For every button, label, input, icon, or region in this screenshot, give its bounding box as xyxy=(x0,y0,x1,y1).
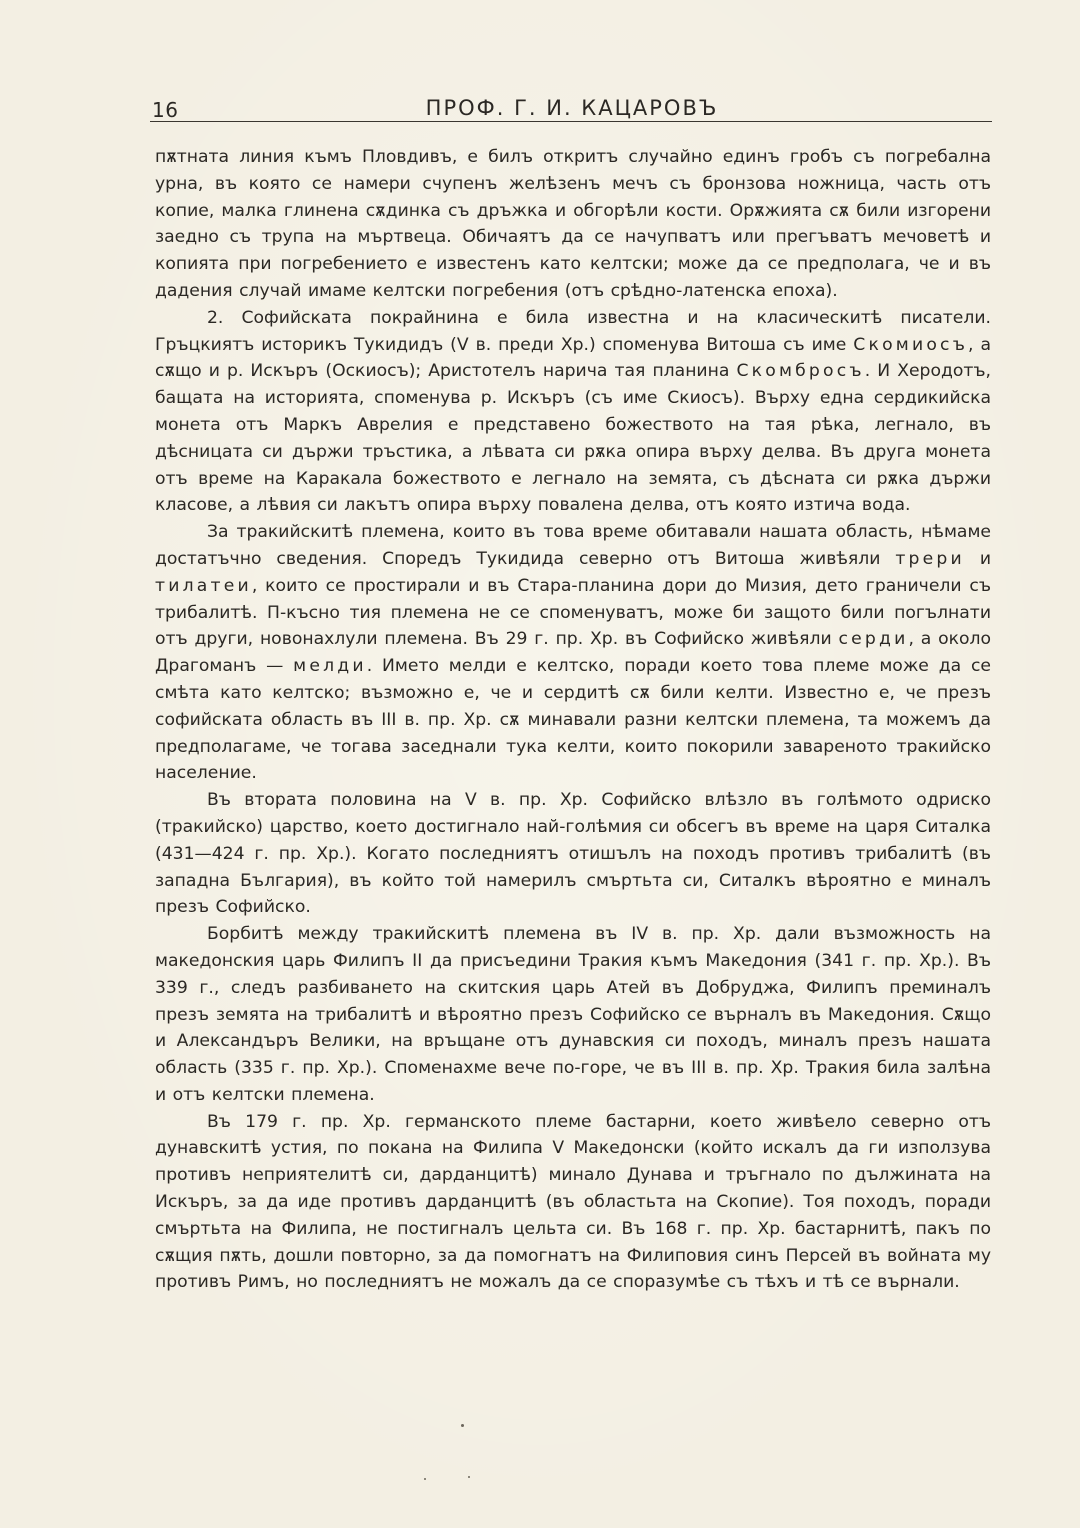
text-run: За тракийскитѣ племена, които въ това време обитавали нашата область, нѣмаме достатъчно сведения. Споредъ Тукидида северно отъ Витоша живѣяли xyxy=(155,522,991,569)
text-run: , които се простирали и въ Стара-планина дори до Мизия, дето граничели съ трибалитѣ. П-късно тия племена не се споменуватъ, може би защото били погълнати отъ други, новонахлули племена. Въ 29 г. пр. Хр. въ Софийско живѣяли xyxy=(155,575,991,650)
running-head: ПРОФ. Г. И. КАЦАРОВЪ xyxy=(425,96,719,120)
text-run: , а сѫщо и р. Искъръ (Оскиосъ); Аристотелъ нарича тая планина xyxy=(155,334,991,382)
text-run: пѫтната линия къмъ Пловдивъ, е билъ откритъ случайно единъ гробъ съ погребална урна, въ която се намери счупенъ желѣзенъ мечъ съ бронзова ножница, часть отъ копие, малка глинена сѫдинка съ дръжка и обгорѣли кости. Орѫжията сѫ били изгорени заедно съ трупа на мъртвеца. Обичаятъ да се начупватъ или прегъватъ мечоветѣ и копията при погребението е известенъ като келтски; може да се предполага, че и въ дадения случай имаме келтски погребения (отъ срѣдно-латенска епоха). xyxy=(155,147,991,301)
text-run: Въ втората половина на V в. пр. Хр. Софийско влѣзло въ голѣмото одриско (тракийско) царство, което достигнало най-голѣмия си обсегъ въ време на царя Ситалка (431—424 г. пр. Хр.). Когато последниятъ отишълъ на походъ противъ трибалитѣ (въ западна България), въ който той намерилъ смъртьта си, Ситалкъ вѣроятно е миналъ презъ Софийско. xyxy=(155,790,991,918)
spaced-term: трери xyxy=(895,548,965,569)
text-run: . И Херодотъ, бащата на историята, споменува р. Искъръ (съ име Скиосъ). Върху една сердикийска монета отъ Маркъ Аврелия е представено божеството на тая рѣка, легнало, въ дѣсницата си държи тръстика, а лѣвата си рѫка опира върху делва. Въ друга монета отъ време на Каракала божеството е легнало на земята, съ дѣсната си рѫка държи класове, а лѣвия си лакътъ опира върху повалена делва, отъ която изтича вода. xyxy=(155,361,992,516)
spaced-term: мелди xyxy=(293,656,367,677)
text-run: . Името мелди е келтско, поради което това племе може да се смѣта като келтско; възможно е, че и сердитѣ сѫ били келти. Известно е, че презъ софийската область въ III в. пр. Хр. сѫ минавали разни келтски племена, та можемъ да предполагаме, че тогава заседнали тука келти, които покорили завареното тракийско население. xyxy=(155,656,991,784)
paragraph xyxy=(155,787,991,921)
page-number: 16 xyxy=(152,98,179,122)
spaced-term: Скомиосъ xyxy=(853,334,969,355)
body-text xyxy=(155,144,991,1296)
paragraph xyxy=(155,305,991,519)
spaced-term: тилатеи xyxy=(155,575,252,596)
paragraph xyxy=(155,921,991,1109)
scan-speck xyxy=(424,1478,426,1480)
text-run: Борбитѣ между тракийскитѣ племена въ IV в. пр. Хр. дали възможность на македонския царь Филипъ II да присъедини Тракия къмъ Македония (341 г. пр. Хр.). Въ 339 г., следъ разбиването на скитския царь Атей въ Добруджа, Филипъ преминалъ презъ земята на трибалитѣ и вѣроятно презъ Софийско се върналъ въ Македония. Сѫщо и Александъръ Велики, на връщане отъ дунавския си походъ, миналъ презъ нашата область (335 г. пр. Хр.). Споменахме вече по-горе, че въ III в. пр. Хр. Тракия била залѣна и отъ келтски племена. xyxy=(155,924,991,1105)
text-run: Въ 179 г. пр. Хр. германското племе бастарни, което живѣело северно отъ дунавскитѣ устия, по покана на Филипа V Македонски (който искалъ да ги използува противъ неприятелитѣ си, дарданцитѣ) минало Дунава и тръгнало по дължината на Искъръ, за да иде противъ дарданцитѣ (въ областьта на Скопие). Тоя походъ, поради смъртьта на Филипа, не постигналъ цельта си. Въ 168 г. пр. Хр. бастарнитѣ, пакъ по сѫщия пѫть, дошли повторно, за да помогнатъ на Филиповия синъ Персей въ войната му противъ Римъ, но последниятъ не можалъ да се споразумѣе съ тѣхъ и тѣ се върнали. xyxy=(155,1111,991,1293)
text-run: и xyxy=(964,548,991,569)
spaced-term: Скомбросъ xyxy=(736,361,865,382)
scan-speck xyxy=(461,1424,464,1427)
page-header xyxy=(152,92,992,124)
text-run: , а около Драгоманъ — xyxy=(155,629,992,677)
header-rule xyxy=(150,121,992,122)
scan-speck xyxy=(468,1476,470,1478)
paragraph xyxy=(155,1109,991,1297)
paragraph xyxy=(155,144,991,305)
spaced-term: серди xyxy=(838,629,909,650)
text-run: 2. Софийската покрайнина е била известна и на класическитѣ писатели. Гръцкиятъ историкъ Тукидидъ (V в. преди Хр.) споменува Витоша съ име xyxy=(155,307,991,355)
paragraph xyxy=(155,519,991,787)
